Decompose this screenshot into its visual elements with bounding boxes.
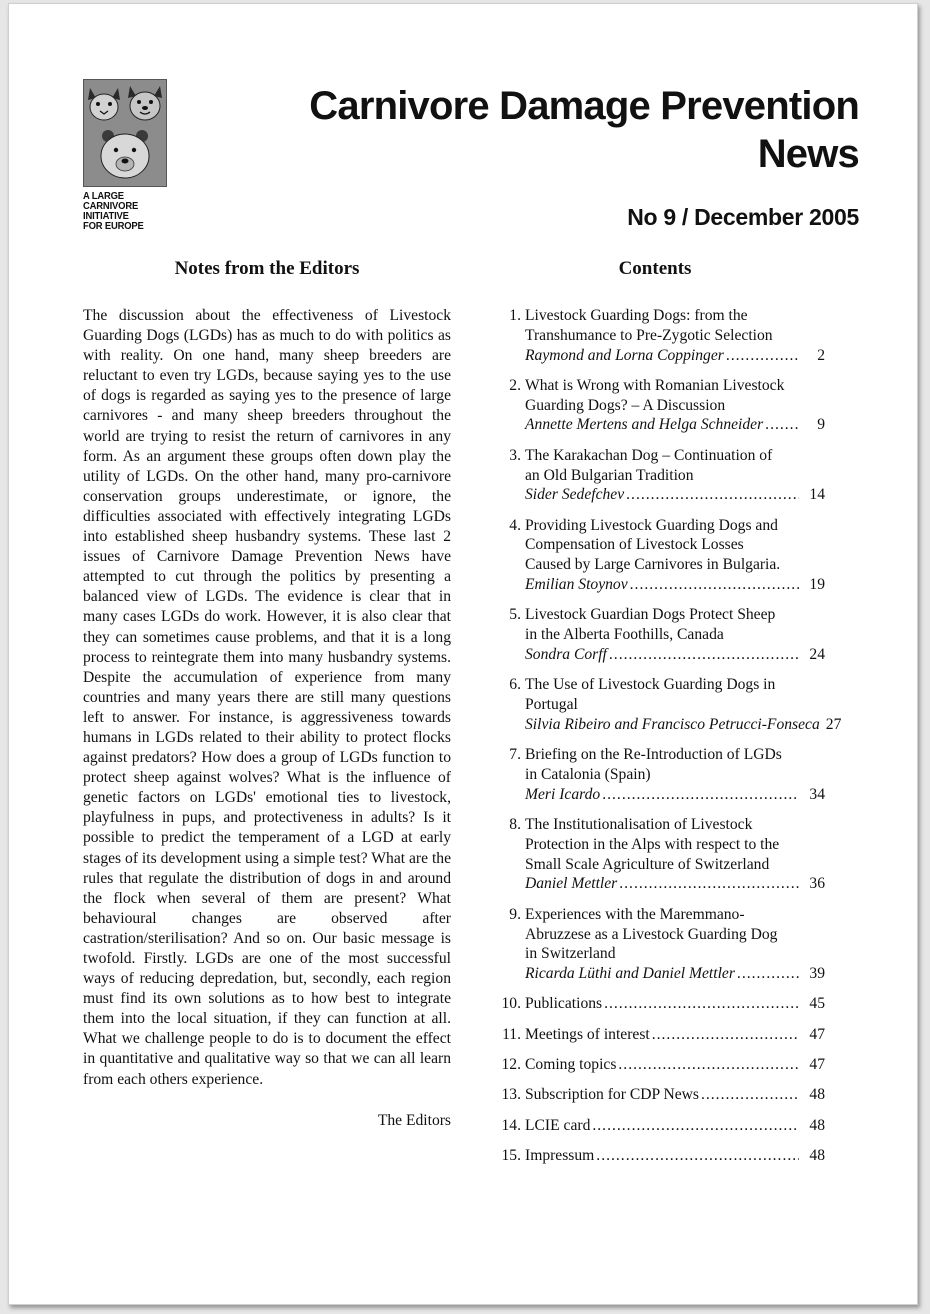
dot-leader (726, 346, 799, 366)
toc-number: 4. (509, 516, 521, 534)
dot-leader (630, 575, 799, 595)
toc-item[interactable] (485, 1085, 825, 1105)
toc-item[interactable] (485, 446, 825, 505)
toc-title: Livestock Guarding Dogs: from the Transhumance to Pre-Zygotic Selection (525, 307, 773, 344)
toc-item[interactable] (485, 1116, 825, 1136)
toc-item[interactable] (485, 306, 825, 365)
editors-notes-heading: Notes from the Editors (174, 258, 360, 279)
toc-item[interactable] (485, 1055, 825, 1075)
toc-page: 27 (825, 715, 842, 733)
toc-title: Subscription for CDP News (525, 1086, 699, 1104)
issue-date: No 9 / December 2005 (627, 204, 859, 230)
toc-authors: Meri Icardo (525, 785, 601, 803)
dot-leader (596, 1146, 799, 1166)
toc-page: 2 (817, 346, 825, 364)
newsletter-title: Carnivore Damage Prevention News (309, 84, 859, 176)
toc-number: 1. (509, 307, 521, 324)
dot-leader (765, 415, 799, 435)
toc-item[interactable] (485, 675, 842, 734)
toc-title: Briefing on the Re-Introduction of LGDs in Catalonia (Spain) (525, 746, 782, 783)
toc-authors: Daniel Mettler (525, 875, 618, 893)
toc-number: 9. (509, 905, 521, 923)
toc-number: 13. (501, 1086, 521, 1104)
toc-title: The Use of Livestock Guarding Dogs in Portugal (525, 676, 776, 714)
toc-title: The Institutionalisation of Livestock Protection in the Alps with respect to the Small Scale Agriculture of Switzerland (525, 816, 780, 873)
toc-title: What is Wrong with Romanian Livestock Guarding Dogs? – A Discussion (525, 376, 785, 414)
toc-item[interactable] (485, 905, 825, 984)
toc-page: 39 (809, 965, 825, 983)
dot-leader (701, 1085, 799, 1105)
toc-title: LCIE card (525, 1116, 591, 1134)
toc-title: The Karakachan Dog – Continuation of an Old Bulgarian Tradition (525, 446, 773, 484)
contents-heading: Contents (618, 258, 692, 279)
toc-number: 15. (501, 1146, 521, 1164)
toc-authors: Raymond and Lorna Coppinger (525, 346, 724, 364)
toc-authors: Sondra Corff (525, 645, 607, 663)
toc-page: 34 (809, 785, 825, 803)
dot-leader (602, 785, 799, 805)
toc-number: 12. (501, 1056, 521, 1073)
toc-number: 14. (501, 1116, 521, 1134)
carnivore-faces-emblem (83, 79, 167, 187)
toc-number: 10. (501, 995, 521, 1013)
toc-title: Impressum (525, 1146, 595, 1164)
contents-section (485, 258, 842, 1166)
toc-authors: Silvia Ribeiro and Francisco Petrucci-Fonseca (525, 715, 820, 733)
toc-item[interactable] (485, 516, 825, 595)
lcie-logo (83, 79, 167, 231)
logo-caption: A LARGE CARNIVORE INITIATIVE FOR EUROPE (83, 190, 144, 232)
toc-number: 3. (509, 446, 521, 464)
toc-item[interactable] (485, 1025, 825, 1045)
toc-page: 36 (809, 875, 825, 893)
toc-number: 5. (509, 606, 521, 624)
toc-number: 6. (509, 676, 521, 694)
toc-title: Coming topics (525, 1056, 617, 1073)
toc-item[interactable] (485, 605, 825, 664)
dot-leader (652, 1025, 799, 1045)
dot-leader (609, 645, 799, 665)
bear-face-icon (101, 130, 149, 178)
editors-notes-body: The discussion about the effectiveness of Livestock Guarding Dogs (LGDs) has as much to do with politics as with reality. On one hand, many sheep breeders are reluctant to even try LGDs, because saying yes to the use of dogs is regarded as saying yes to the presence of large carnivores - and many sheep breeders throughout the world are trying to resist the return of carnivores in any form. As an argument these groups often down play the utility of LGDs. On the other hand, many pro-carnivore conservation groups underestimate, or ignore, the difficulties associated with effectively integrating LGDs into established sheep husbandry systems. These last 2 issues of Carnivore Damage Prevention News have attempted to cut through the politics by presenting a balanced view of LGDs. The evidence is clear that in many cases LGDs do work. However, it is also clear that they can sometimes cause problems, and that it is a long process to reintegrate them into many husbandry systems. Despite the accumulation of experience from many countries and many years there are still many questions left to answer. For instance, is aggressiveness towards humans in LGDs related to their ability to protect flocks against predators? How does a group of LGDs function to protect sheep against wolves? What is the influence of genetic factors on LGDs' emotional ties to livestock, playfulness in pups, and protectiveness in adults? Is it possible to predict the temperament of a LGD at early stages of its development using a simple test? What are the rules that regulate the distribution of dogs in and around the flock when several of them are present? What behavioural changes are observed after castration/sterilisation? And so on. Our basic message is twofold. Firstly. LGDs are one of the most successful ways of reducing depredation, but, secondly, each region must find its own solutions as to how best to integrate them into the local situation, if they can function at all. What we challenge people to do is to document the effect in quantitative and qualitative way so that we can all learn from each others experience. (83, 307, 451, 1088)
editors-signoff: The Editors (377, 1111, 451, 1129)
toc-page: 47 (809, 1025, 825, 1043)
toc-page: 24 (809, 645, 825, 663)
newsletter-page (8, 3, 918, 1305)
toc-title: Providing Livestock Guarding Dogs and Compensation of Livestock Losses Caused by Large Carnivores in Bulgaria. (525, 516, 781, 574)
toc-item[interactable] (485, 994, 825, 1014)
toc-page: 19 (809, 576, 825, 594)
toc-page: 45 (809, 995, 825, 1013)
toc-number: 8. (509, 816, 521, 834)
toc-authors: Ricarda Lüthi and Daniel Mettler (525, 965, 735, 983)
dot-leader (737, 964, 799, 984)
toc-authors: Sider Sedefchev (525, 486, 625, 504)
toc-item[interactable] (485, 815, 825, 894)
editors-notes-section (83, 258, 451, 1130)
toc-title: Meetings of interest (525, 1025, 650, 1043)
toc-page: 48 (809, 1116, 825, 1134)
toc-item[interactable] (485, 1146, 825, 1166)
toc-page: 48 (809, 1146, 825, 1164)
toc-item[interactable] (485, 745, 825, 804)
dot-leader (604, 994, 799, 1014)
toc-page: 14 (809, 486, 825, 504)
toc-title: Livestock Guardian Dogs Protect Sheep in the Alberta Foothills, Canada (525, 606, 776, 644)
dot-leader (626, 485, 799, 505)
toc-title: Publications (525, 995, 603, 1013)
dot-leader (618, 1055, 799, 1075)
dot-leader (619, 874, 799, 894)
contents-list (485, 306, 842, 1166)
toc-authors: Annette Mertens and Helga Schneider (525, 416, 764, 434)
toc-number: 2. (509, 376, 521, 394)
toc-authors: Emilian Stoynov (525, 576, 628, 594)
toc-number: 11. (502, 1025, 521, 1043)
toc-page: 48 (809, 1086, 825, 1104)
toc-title: Experiences with the Maremmano-Abruzzese as a Livestock Guarding Dog in Switzerland (525, 905, 778, 963)
dot-leader (592, 1116, 799, 1136)
toc-page: 9 (817, 416, 825, 434)
toc-page: 47 (809, 1056, 825, 1073)
toc-item[interactable] (485, 376, 825, 435)
toc-number: 7. (509, 746, 521, 764)
